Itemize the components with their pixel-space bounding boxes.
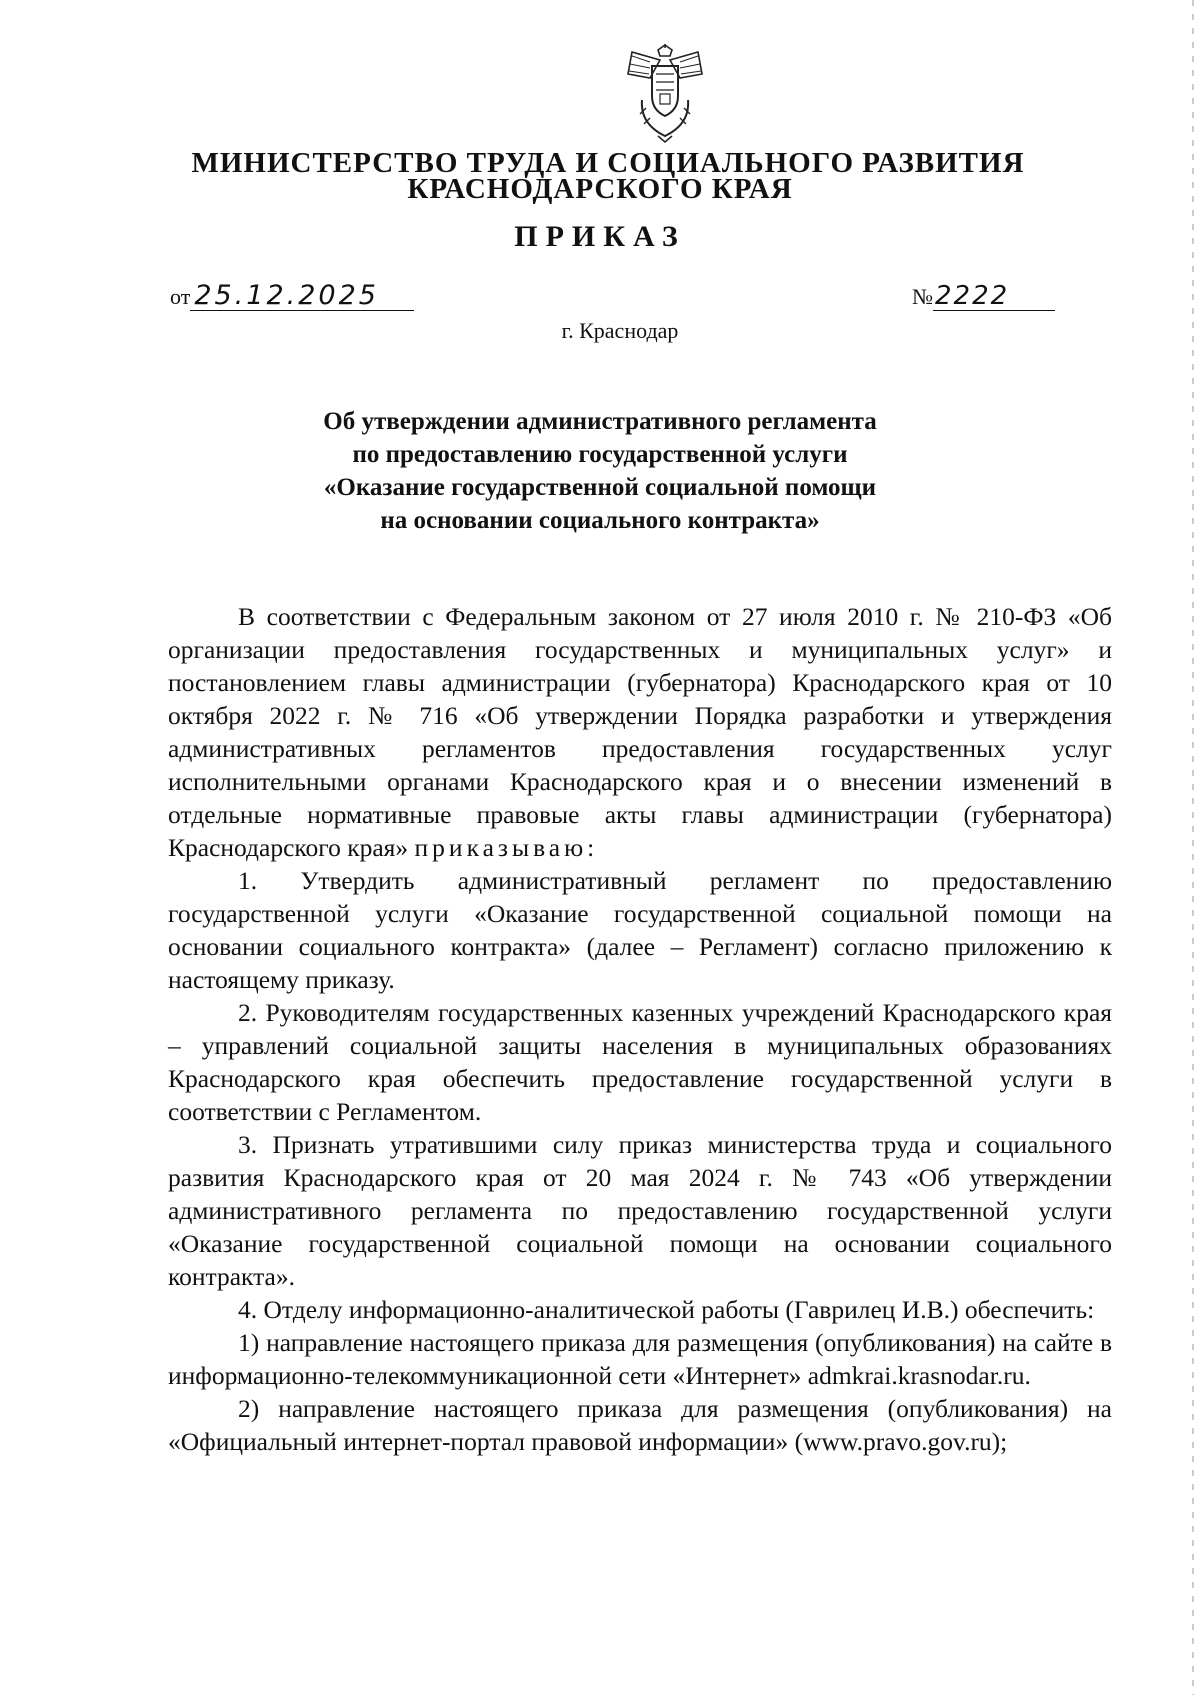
item-2: 2. Руководителям государственных казенных учреждений Краснодарского края – управлений социальной защиты населения в муниципальных образованиях Краснодарского края обеспечить предоставление государственной услуги в соответствии с Регламентом. [168,998,1112,1126]
order-body [168,600,1112,1458]
document-type-title: ПРИКАЗ [514,220,686,253]
scan-edge-artifact [1192,0,1194,1695]
item-4: 4. Отделу информационно-аналитической работы (Гаврилец И.В.) обеспечить: [238,1295,1095,1324]
number-value: 2222 [933,282,1055,311]
item-4-2: 2) направление настоящего приказа для размещения (опубликования) на «Официальный интернет-портал правовой информации» (www.pravo.gov.ru); [168,1394,1112,1456]
city-name: г. Краснодар [561,318,679,343]
subject-line4: на основании социального контракта» [380,507,820,534]
preamble-text: В соответствии с Федеральным законом от 27 июля 2010 г. № 210-ФЗ «Об организации предоставления государственных и муниципальных услуг» и постановлением главы администрации (губернатора) Краснодарского края от 10 октября 2022 г. № 716 «Об утверждении Порядка разработки и утверждения административных регламентов предоставления государственных услуг исполнительными органами Краснодарского края и о внесении изменений в отдельные нормативные правовые акты главы администрации (губернатора) Краснодарского края» [168,602,1112,862]
date-value: 25.12.2025 [190,282,414,311]
ministry-name-line1: МИНИСТЕРСТВО ТРУДА И СОЦИАЛЬНОГО РАЗВИТИЯ [191,147,1025,179]
date-prefix: от [170,284,191,309]
subject-line2: по предоставлению государственной услуги [352,441,848,468]
order-subject [0,405,1200,537]
order-date [170,282,414,311]
item-1: 1. Утвердить административный регламент по предоставлению государственной услуги «Оказание государственной социальной помощи на основании социального контракта» (далее – Регламент) согласно приложению к настоящему приказу. [168,866,1112,994]
ministry-name-line2: КРАСНОДАРСКОГО КРАЯ [407,173,793,205]
number-prefix: № [912,284,933,309]
coat-of-arms-icon [620,44,710,144]
item-4-1: 1) направление настоящего приказа для размещения (опубликования) на сайте в информационно-телекоммуникационной сети «Интернет» admkrai.krasnodar.ru. [168,1328,1112,1390]
order-number [912,282,1055,311]
order-word: приказываю: [414,833,599,862]
item-3: 3. Признать утратившими силу приказ министерства труда и социального развития Краснодарского края от 20 мая 2024 г. № 743 «Об утверждении административного регламента по предоставлению государственной услуги «Оказание государственной социальной помощи на основании социального контракта». [168,1130,1112,1291]
preamble-paragraph [168,600,1112,864]
subject-line1: Об утверждении административного регламента [323,408,877,435]
subject-line3: «Оказание государственной социальной помощи [323,474,877,501]
